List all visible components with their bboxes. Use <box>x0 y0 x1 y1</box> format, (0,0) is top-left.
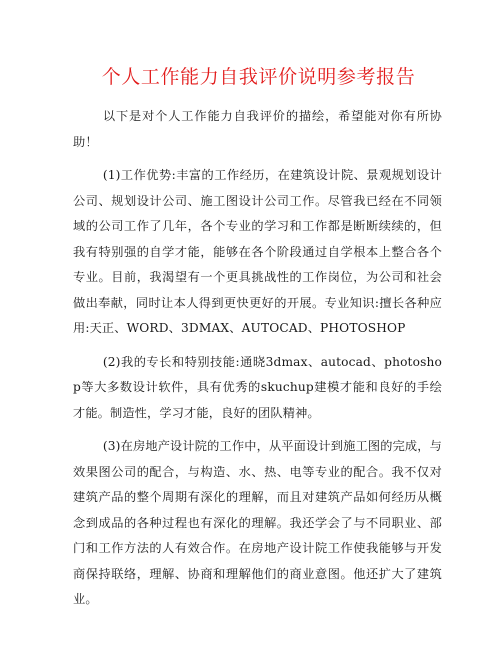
paragraph-special-skills: (2)我的专长和特别技能:通晓3dmax、autocad、photoshop等大多数设计软件，具有优秀的skuchup建模才能和良好的手绘才能。制造性，学习才能，良好的团队精神。 <box>73 354 442 420</box>
paragraph-work-advantage: (1)工作优势:丰富的工作经历，在建筑设计院、景观规划设计公司、规划设计公司、施工图设计公司工作。尽管我已经在不同领域的公司工作了几年，各个专业的学习和工作都是断断续续的，但我有特别强的自学才能，能够在各个阶段通过自学根本上整合各个专业。目前，我渴望有一个更具挑战性的工作岗位，为公司和社会做出奉献，同时让本人得到更快更好的开展。专业知识:擅长各种应用:天正、WORD、3DMAX、AUTOCAD、PHOTOSHOP <box>73 168 442 335</box>
document-body <box>73 104 442 613</box>
intro-paragraph: 以下是对个人工作能力自我评价的描绘，希望能对你有所协助！ <box>73 109 442 149</box>
document-title: 个人工作能力自我评价说明参考报告 <box>101 66 416 88</box>
paragraph-design-institute-work: (3)在房地产设计院的工作中，从平面设计到施工图的完成，与效果图公司的配合，与构造、水、热、电等专业的配合。我不仅对建筑产品的整个周期有深化的理解，而且对建筑产品如何经历从概念到成品的各种过程也有深化的理解。我还学会了与不同职业、部门和工作方法的人有效合作。在房地产设计院工作使我能够与开发商保持联络，理解、协商和理解他们的商业意图。他还扩大了建筑业。 <box>73 439 442 606</box>
